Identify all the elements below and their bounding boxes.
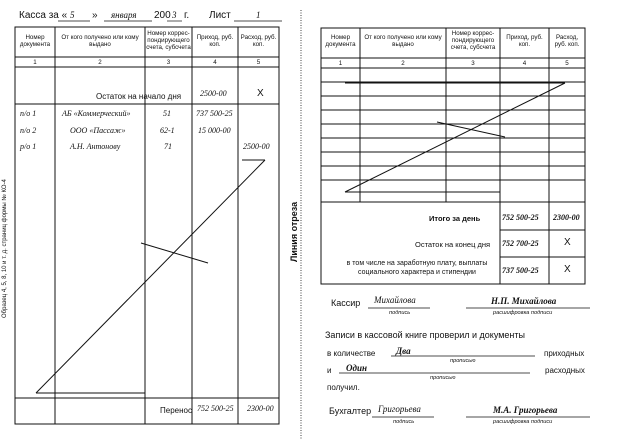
right-col-num-5: 5: [565, 60, 569, 67]
row1-income: 737 500-25: [196, 109, 233, 118]
count-out-caption: прописью: [430, 375, 456, 381]
left-col-num-5: 5: [256, 59, 261, 66]
form-side-caption: Образец 4, 5, 8, 10 и т. д. страниц формы № КО-4: [2, 179, 8, 318]
count-out-suffix: расходных: [545, 366, 585, 375]
row3-account: 71: [164, 142, 172, 151]
right-col-account-header: Номер коррес-пондирующего счета, субсчета: [450, 30, 496, 51]
daily-total-label: Итого за день: [429, 214, 481, 223]
left-col-num-3: 3: [166, 59, 171, 66]
year-prefix: 200: [154, 10, 171, 21]
count-in-caption: прописью: [450, 358, 476, 364]
accountant-signature: Григорьева: [378, 404, 421, 414]
right-col-num-2: 2: [401, 60, 405, 67]
kassa-label: Касса за «: [19, 10, 68, 21]
left-col-doc-header: Номер документа: [19, 34, 51, 48]
count-out-prefix: и: [327, 366, 332, 375]
cashier-name: Н.П. Михайлова: [491, 296, 557, 306]
left-col-num-2: 2: [98, 59, 102, 66]
opening-balance-x: X: [257, 88, 264, 99]
count-out-value: Один: [346, 363, 367, 373]
opening-balance-amount: 2500-00: [200, 89, 227, 98]
transfer-income: 752 500-25: [197, 404, 234, 413]
salary-portion-income: 737 500-25: [502, 266, 539, 275]
row3-expense: 2500-00: [243, 142, 270, 151]
accountant-label: Бухгалтер: [329, 406, 372, 416]
cut-line-label: Линия отреза: [289, 201, 299, 262]
row3-party: А.Н. Антонову: [70, 142, 121, 151]
right-col-expense-header: Расход, руб. коп.: [554, 34, 580, 48]
check-text: Записи в кассовой книге проверил и документы: [325, 330, 525, 340]
opening-balance-label: Остаток на начало дня: [96, 92, 182, 101]
left-col-expense-header: Расход, руб. коп.: [240, 34, 277, 48]
row3-doc: р/о 1: [20, 142, 37, 151]
cashier-signature-caption: подпись: [389, 310, 411, 316]
accountant-name-caption: расшифровка подписи: [493, 419, 553, 425]
cashier-name-caption: расшифровка подписи: [493, 310, 553, 316]
accountant-signature-caption: подпись: [393, 419, 415, 425]
closing-balance-label: Остаток на конец дня: [415, 240, 491, 249]
day-value: 5: [70, 10, 75, 20]
count-in-prefix: в количестве: [327, 349, 376, 358]
accountant-name: М.А. Григорьева: [493, 405, 558, 415]
row2-doc: п/о 2: [20, 126, 37, 135]
left-col-account-header: Номер коррес-пондирующего счета, субсчета: [146, 30, 191, 51]
closing-balance-income: 752 700-25: [502, 239, 539, 248]
row1-doc: п/о 1: [20, 109, 37, 118]
sheet-label: Лист: [209, 10, 231, 21]
day-close: »: [92, 10, 98, 21]
closing-balance-x: X: [564, 237, 571, 248]
salary-portion-x: X: [564, 264, 571, 275]
row2-income: 15 000-00: [198, 126, 231, 135]
right-col-party-header: От кого получено или кому выдано: [364, 34, 442, 48]
left-col-income-header: Приход, руб. коп.: [196, 34, 234, 48]
cashier-label: Кассир: [331, 298, 361, 308]
right-col-num-1: 1: [338, 60, 343, 67]
count-in-suffix: приходных: [544, 349, 585, 358]
year-unit: г.: [184, 10, 190, 21]
right-col-doc-header: Номер документа: [325, 34, 356, 48]
transfer-expense: 2300-00: [247, 404, 274, 413]
row2-party: ООО «Пассаж»: [70, 126, 126, 135]
left-col-num-4: 4: [213, 59, 217, 66]
left-col-num-1: 1: [33, 59, 37, 66]
right-col-num-4: 4: [522, 60, 527, 67]
year-suffix: 3: [172, 10, 177, 20]
received-text: получил.: [327, 383, 360, 392]
daily-total-income: 752 500-25: [502, 213, 539, 222]
daily-total-expense: 2300-00: [553, 213, 580, 222]
right-col-income-header: Приход, руб. коп.: [506, 34, 543, 48]
salary-portion-label: в том числе на заработную плату, выплаты социального характера и стипендии: [346, 260, 488, 276]
left-col-party-header: От кого получено или кому выдано: [61, 34, 139, 48]
row1-account: 51: [163, 109, 171, 118]
row2-account: 62-1: [160, 126, 175, 135]
transfer-label: Перенос: [160, 406, 192, 415]
cashier-signature: Михайлова: [374, 295, 416, 305]
row1-party: АБ «Коммерческий»: [62, 109, 131, 118]
right-col-num-3: 3: [471, 60, 475, 67]
sheet-number: 1: [256, 10, 261, 20]
count-in-value: Два: [396, 346, 411, 356]
month-value: января: [111, 10, 137, 20]
left-diagonal-line: [36, 160, 265, 393]
